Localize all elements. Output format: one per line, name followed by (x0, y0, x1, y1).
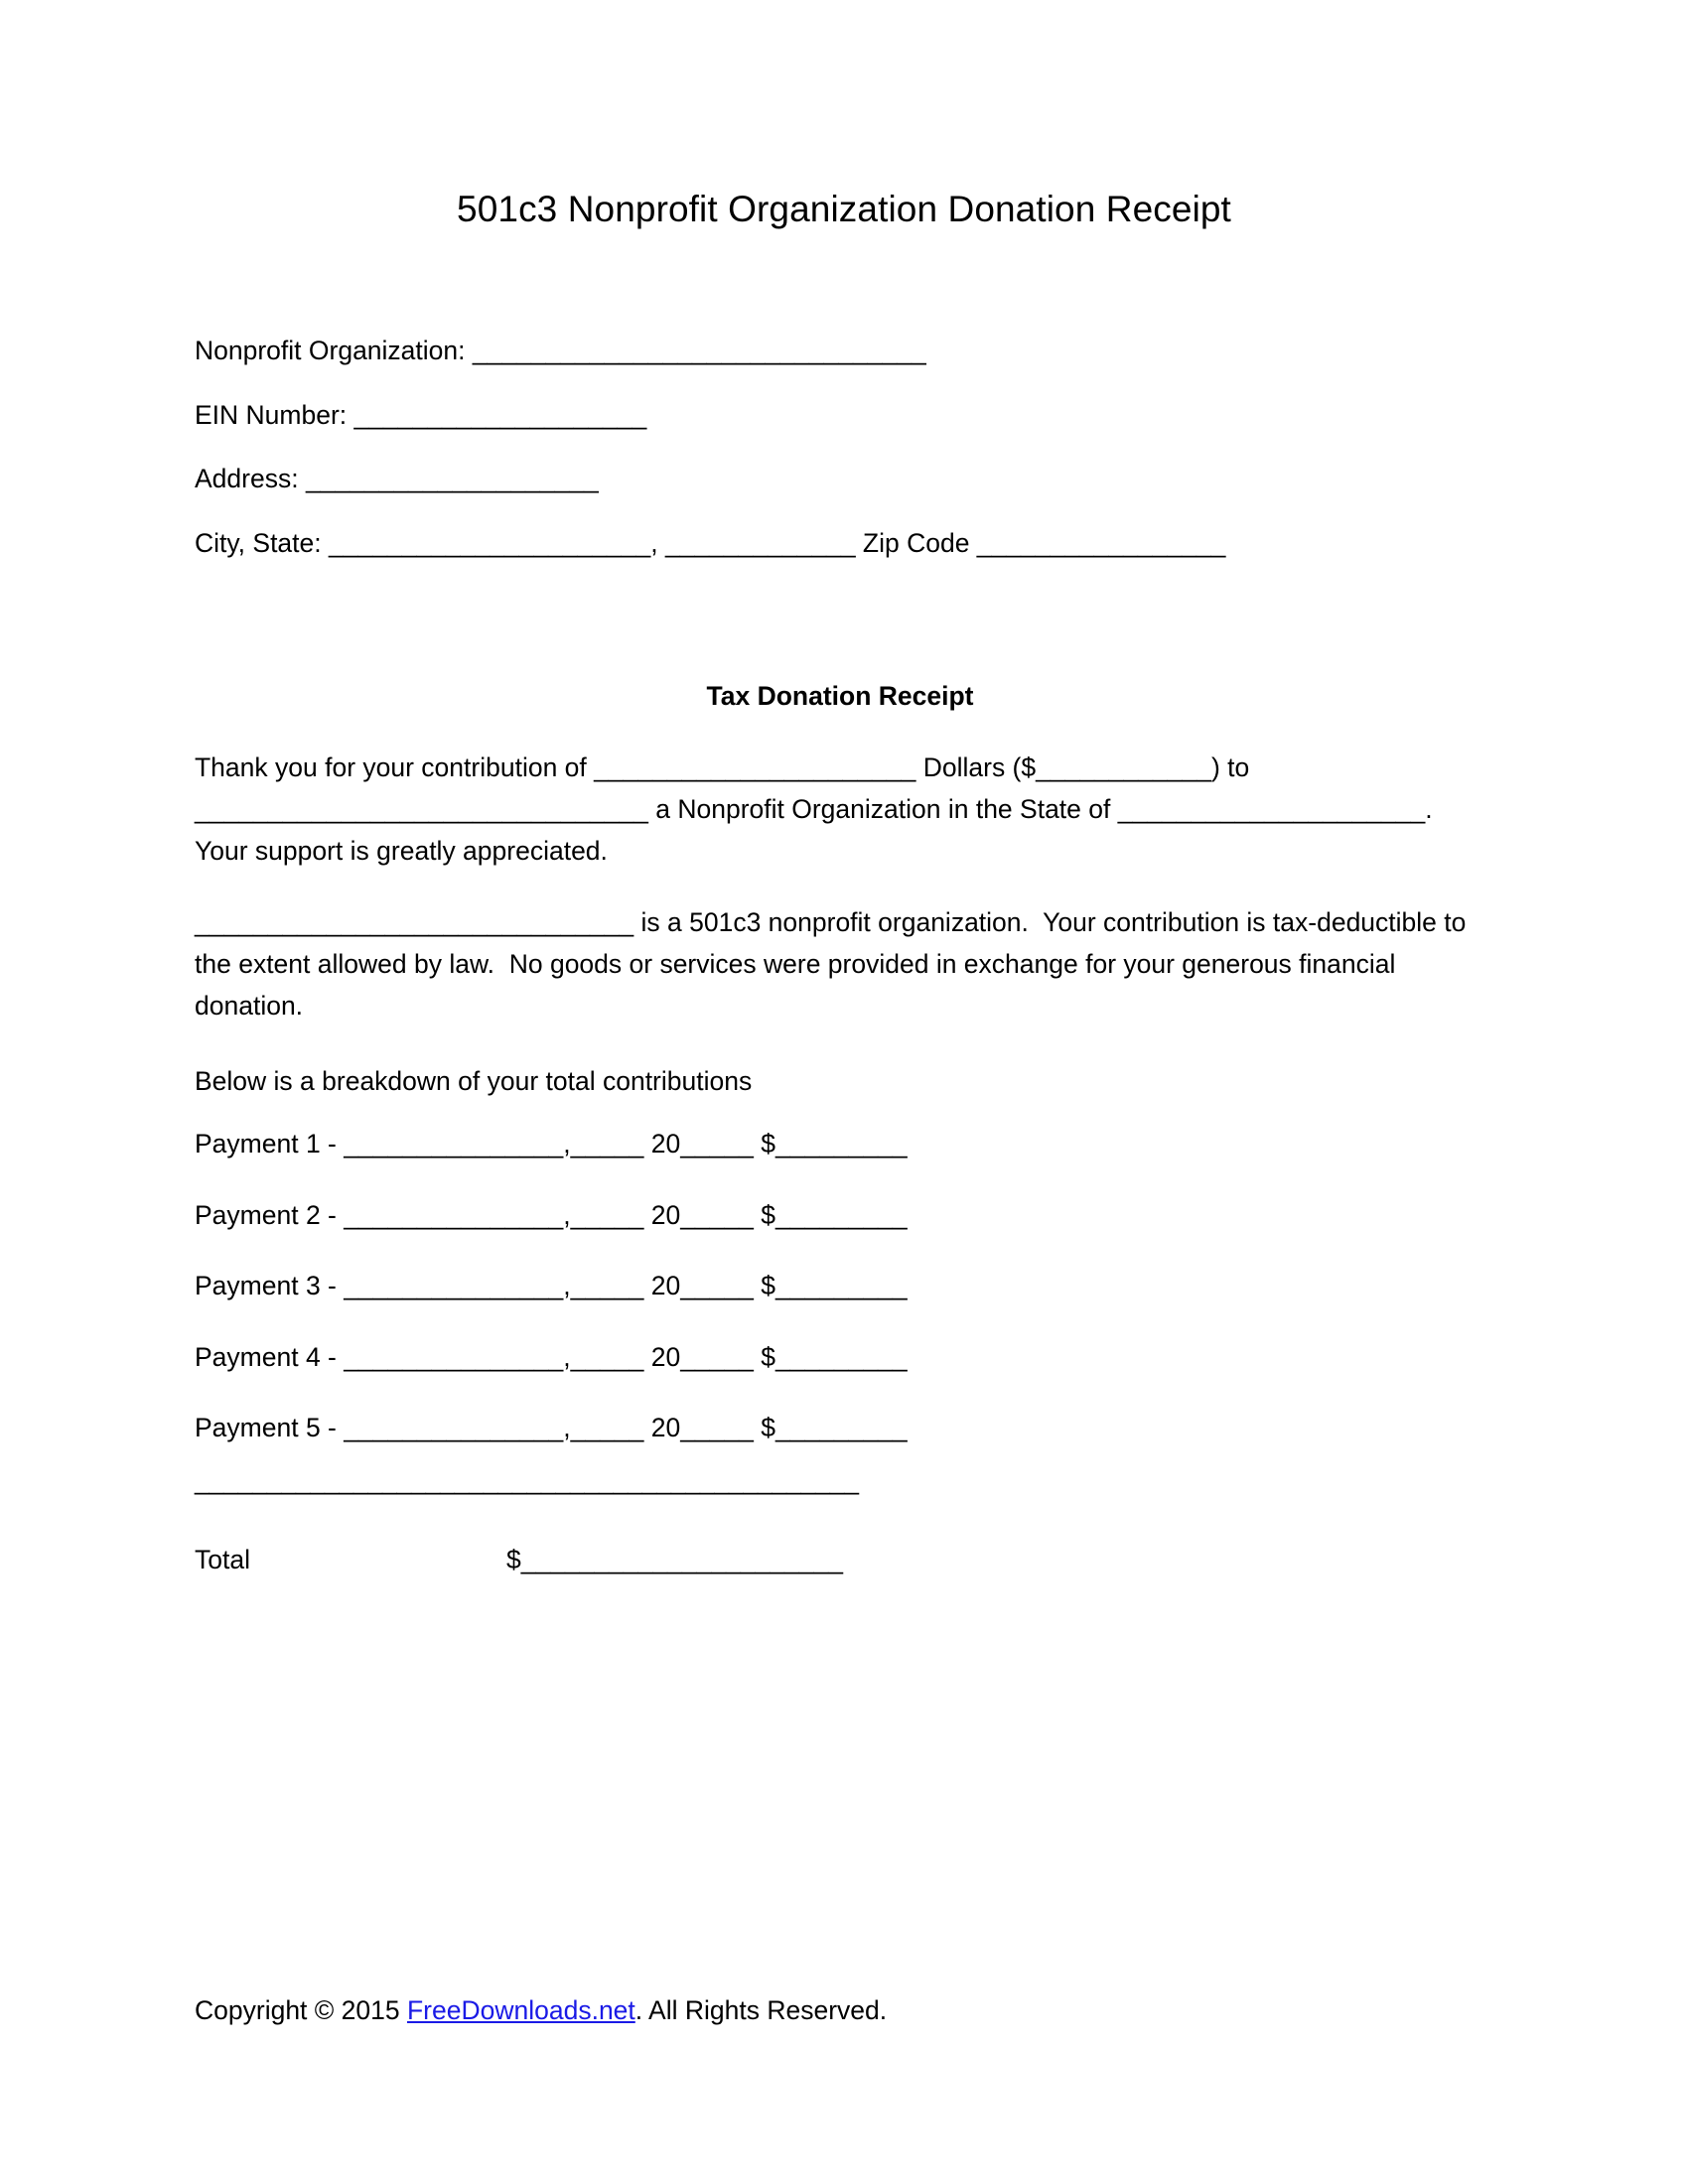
payment-row-1[interactable]: Payment 1 - _______________,_____ 20_____ $_________ (195, 1129, 908, 1159)
breakdown-intro-block (195, 1060, 1485, 1102)
tax-deductible-paragraph-block (195, 901, 1485, 1026)
address-field[interactable]: Address: ____________________ (195, 464, 599, 493)
total-row-inner (195, 1547, 1485, 1573)
city-state-zip-field[interactable]: City, State: ______________________, _____________ Zip Code _________________ (195, 527, 1226, 558)
total-separator-rule: ______________________________________________ (195, 1465, 859, 1495)
thank-you-paragraph-block (195, 747, 1485, 872)
tax-deductible-paragraph[interactable]: ______________________________ is a 501c3 nonprofit organization. Your contribution is tax-deductible to the extent allowed by law. No goods or services were provided in exchange for your generous financial donation. (195, 907, 1474, 1021)
total-separator-block (195, 1467, 1485, 1494)
breakdown-intro-text: Below is a breakdown of your total contributions (195, 1066, 753, 1096)
thank-you-paragraph[interactable]: Thank you for your contribution of ______________________ Dollars ($____________) to _______________________________ a Nonprofit Organization in the State of _____________________. Your support is greatly appreciated. (195, 752, 1447, 866)
payment-row-2[interactable]: Payment 2 - _______________,_____ 20_____ $_________ (195, 1199, 908, 1230)
footer-copyright (195, 1995, 887, 2026)
copyright-prefix: Copyright © 2015 (195, 1995, 407, 2025)
total-label: Total (195, 1545, 250, 1574)
payment-row-5[interactable]: Payment 5 - _______________,_____ 20_____ $_________ (195, 1413, 908, 1442)
section-heading-tax-donation-receipt: Tax Donation Receipt (706, 681, 974, 711)
ein-number-field[interactable]: EIN Number: ____________________ (195, 399, 647, 430)
copyright-suffix: . All Rights Reserved. (634, 1995, 888, 2025)
total-row (195, 1547, 1485, 1573)
payment-row-3[interactable]: Payment 3 - _______________,_____ 20_____ $_________ (195, 1271, 908, 1300)
nonprofit-organization-field[interactable]: Nonprofit Organization: _______________________________ (195, 336, 926, 365)
header-fields-block (195, 338, 1485, 594)
payment-row-4[interactable]: Payment 4 - _______________,_____ 20_____ $_________ (195, 1341, 908, 1372)
total-amount-field[interactable]: $______________________ (506, 1545, 843, 1574)
page-title: 501c3 Nonprofit Organization Donation Receipt (457, 189, 1231, 229)
freedownloads-link[interactable]: FreeDownloads.net (406, 1995, 635, 2025)
payments-list (195, 1131, 1485, 1441)
